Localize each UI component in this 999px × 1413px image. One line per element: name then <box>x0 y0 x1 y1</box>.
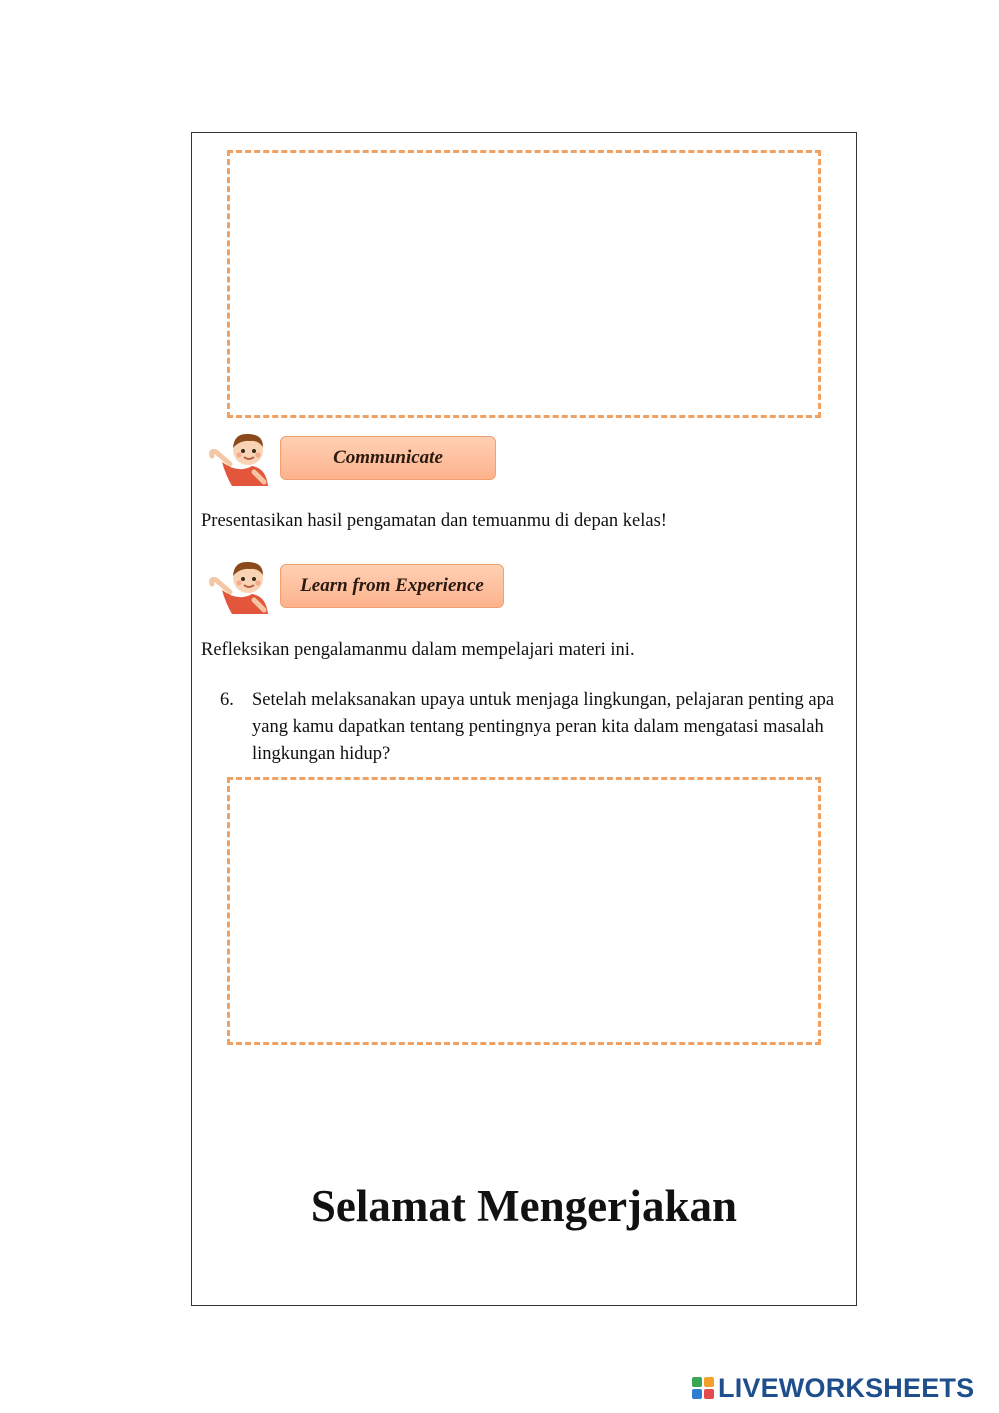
liveworksheets-logo-icon <box>691 1376 715 1400</box>
question-number: 6. <box>220 690 234 710</box>
closing-message: Selamat Mengerjakan <box>310 1181 738 1231</box>
question-text: Setelah melaksanakan upaya untuk menjaga lingkungan, pelajaran penting apa yang kamu dapatkan tentang pentingnya peran kita dalam mengatasi masalah lingkungan hidup? <box>252 690 835 764</box>
instruction-communicate: Presentasikan hasil pengamatan dan temuanmu di depan kelas! <box>201 511 667 531</box>
liveworksheets-brand[interactable] <box>691 1372 974 1404</box>
answer-box-1[interactable] <box>227 150 821 418</box>
brand-name: LIVEWORKSHEETS <box>718 1372 975 1403</box>
section-title-pill: Communicate <box>280 436 496 480</box>
section-title-pill: Learn from Experience <box>280 564 504 608</box>
answer-box-2[interactable] <box>227 777 821 1045</box>
boy-mascot-icon <box>208 428 272 490</box>
instruction-learn-from-experience: Refleksikan pengalamanmu dalam mempelajari materi ini. <box>201 640 635 660</box>
boy-mascot-icon <box>208 556 272 618</box>
